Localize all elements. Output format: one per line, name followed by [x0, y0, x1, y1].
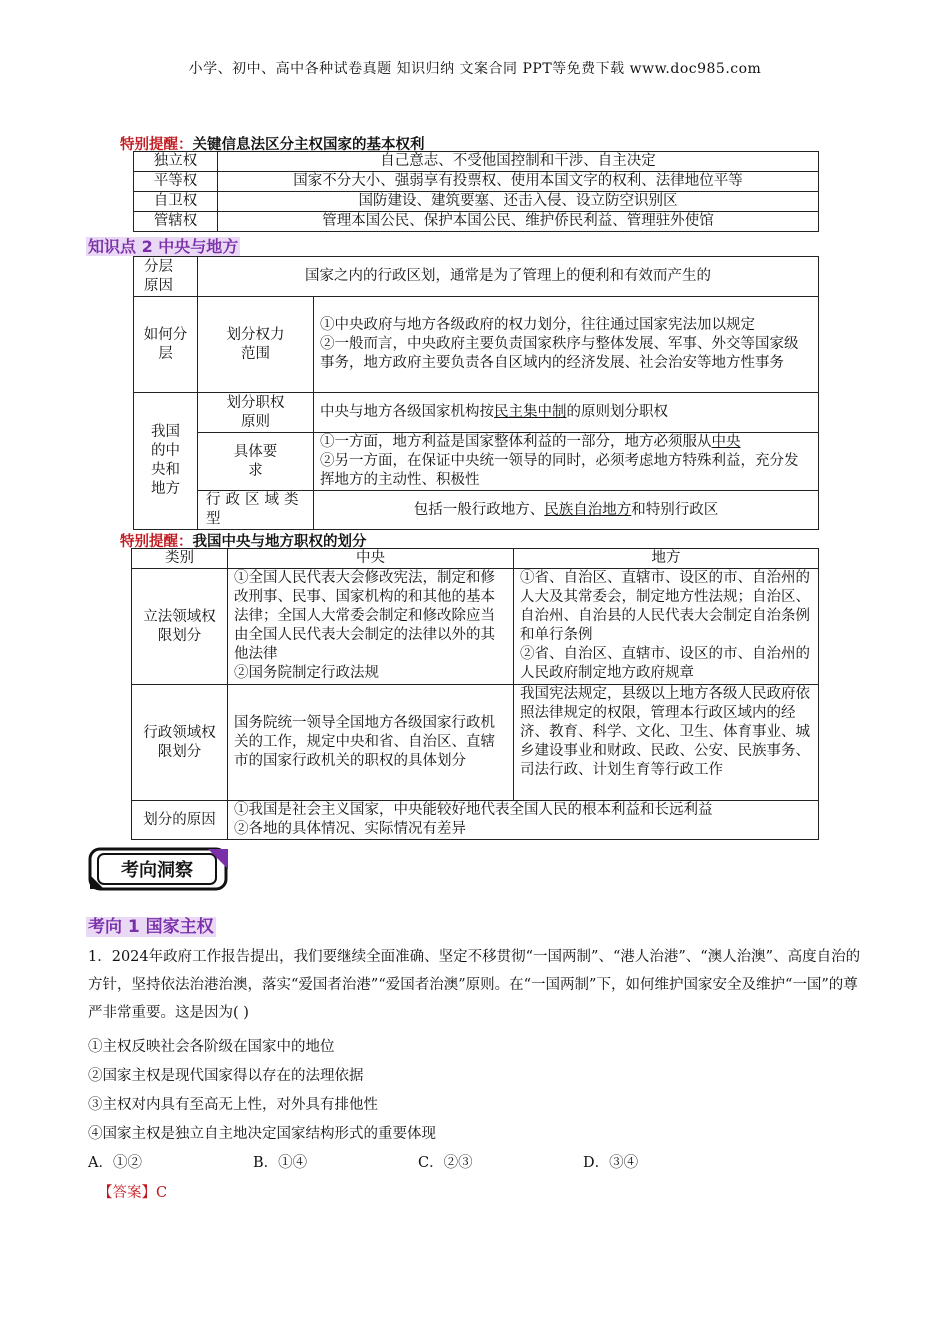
knowledge-point-2-title: 知识点 2 中央与地方 — [88, 237, 239, 256]
answer-line — [98, 1179, 167, 1207]
page-header: 小学、初中、高中各种试卷真题 知识归纳 文案合同 PPT等免费下载 www.doc985.com — [188, 61, 762, 77]
central-cell: ①全国人民代表大会修改宪法，制定和修改刑事、民事、国家机构的和其他的基本法律；全国人大常委会制定和修改除应当由全国人民代表大会制定的法律以外的其他法律 ②国务院制定行政法规 — [228, 569, 514, 685]
right-name: 自卫权 — [134, 192, 218, 212]
table-row — [134, 172, 819, 192]
central-cell: 国务院统一领导全国地方各级国家行政机关的工作，规定中央和省、自治区、直辖市的国家行政机关的职权的具体划分 — [228, 685, 514, 801]
reminder-text: 关键信息法区分主权国家的基本权利 — [192, 137, 425, 153]
division-table — [131, 548, 819, 840]
row-head: 分层原因 — [134, 257, 198, 297]
row-body: ①一方面，地方利益是国家整体利益的一部分，地方必须服从中央 ②另一方面，在保证中央统一领导的同时，必须考虑地方特殊利益，充分发挥地方的主动性、积极性 — [314, 433, 819, 491]
answer-label: 【答案】 — [98, 1185, 156, 1201]
table-row — [132, 569, 819, 685]
sovereignty-rights-table — [133, 151, 819, 232]
table-row — [134, 152, 819, 172]
right-desc: 国家不分大小、强弱享有投票权、使用本国文字的权利、法律地位平等 — [218, 172, 819, 192]
row-body: 包括一般行政地方、民族自治地方和特别行政区 — [314, 491, 819, 530]
right-desc: 国防建设、建筑要塞、还击入侵、设立防空识别区 — [218, 192, 819, 212]
option-1: ①主权反映社会各阶级在国家中的地位 — [88, 1039, 335, 1055]
option-3: ③主权对内具有至高无上性，对外具有排他性 — [88, 1097, 378, 1113]
row-body: 国家之内的行政区划，通常是为了管理上的便利和有效而产生的 — [198, 257, 819, 297]
answer-value: C — [156, 1185, 168, 1201]
reason-cell: ①我国是社会主义国家，中央能较好地代表全国人民的根本利益和长远利益 ②各地的具体情况、实际情况有差异 — [228, 801, 819, 840]
table-row — [132, 685, 819, 801]
option-2: ②国家主权是现代国家得以存在的法理依据 — [88, 1068, 364, 1084]
badge-label: 考向洞察 — [121, 860, 193, 881]
row-head: 立法领域权限划分 — [132, 569, 228, 685]
row-body: 中央与地方各级国家机构按民主集中制的原则划分职权 — [314, 393, 819, 433]
row-body: ①中央政府与地方各级政府的权力划分，往往通过国家宪法加以规定 ②一般而言，中央政府主要负责国家秩序与整体发展、军事、外交等国家级事务，地方政府主要负责各自区域内的经济发展、社会治安等地方性事务 — [314, 297, 819, 393]
right-name: 管辖权 — [134, 212, 218, 232]
reminder-prefix: 特别提醒： — [120, 137, 193, 153]
table-row — [134, 491, 819, 530]
row-head: 我国的中央和地方 — [134, 393, 198, 530]
local-cell: ①省、自治区、直辖市、设区的市、自治州的人大及其常委会，制定地方性法规；自治区、自治州、自治县的人民代表大会制定自治条例和单行条例 ②省、自治区、直辖市、设区的市、自治州的人民政府制定地方政府规章 — [514, 569, 819, 685]
table-row — [134, 393, 819, 433]
col-header: 中央 — [228, 549, 514, 569]
topic-title: 考向 1 国家主权 — [88, 917, 214, 937]
col-header: 地方 — [514, 549, 819, 569]
table-header-row — [132, 549, 819, 569]
row-head: 如何分层 — [134, 297, 198, 393]
right-desc: 自己意志、不受他国控制和干涉、自主决定 — [218, 152, 819, 172]
central-local-table — [133, 256, 819, 530]
table-row — [132, 801, 819, 840]
question-stem: 1．2024年政府工作报告提出，我们要继续全面准确、坚定不移贯彻“一国两制”、“港人治港”、“澳人治澳”、高度自治的方针，坚持依法治港治澳，落实“爱国者治港”“爱国者治澳”原则。在“一国两制”下，如何维护国家安全及维护“一国”的尊严非常重要。这是因为( ) — [88, 949, 861, 1021]
table-row — [134, 212, 819, 232]
choice-b: B．①④ — [253, 1155, 308, 1171]
choice-c: C．②③ — [418, 1155, 473, 1171]
option-4: ④国家主权是独立自主地决定国家结构形式的重要体现 — [88, 1126, 436, 1142]
table-row — [134, 433, 819, 491]
reminder-prefix: 特别提醒： — [120, 534, 193, 550]
choice-a: A．①② — [88, 1155, 142, 1171]
col-header: 类别 — [132, 549, 228, 569]
local-cell: 我国宪法规定，县级以上地方各级人民政府依照法律规定的权限，管理本行政区域内的经济、教育、科学、文化、卫生、体育事业、城乡建设事业和财政、民政、公安、民族事务、司法行政、计划生育等行政工作 — [514, 685, 819, 801]
right-name: 独立权 — [134, 152, 218, 172]
row-sub: 行政区域类型 — [198, 491, 314, 530]
row-sub: 划分职权原则 — [198, 393, 314, 433]
choice-d: D．③④ — [583, 1155, 639, 1171]
table-row — [134, 257, 819, 297]
row-head: 行政领域权限划分 — [132, 685, 228, 801]
row-sub: 划分权力范围 — [198, 297, 314, 393]
table-row — [134, 192, 819, 212]
table-row — [134, 297, 819, 393]
right-name: 平等权 — [134, 172, 218, 192]
section-badge — [88, 847, 230, 891]
right-desc: 管理本国公民、保护本国公民、维护侨民利益、管理驻外使馆 — [218, 212, 819, 232]
row-head: 划分的原因 — [132, 801, 228, 840]
row-sub: 具体要求 — [198, 433, 314, 491]
reminder-text: 我国中央与地方职权的划分 — [192, 534, 367, 550]
